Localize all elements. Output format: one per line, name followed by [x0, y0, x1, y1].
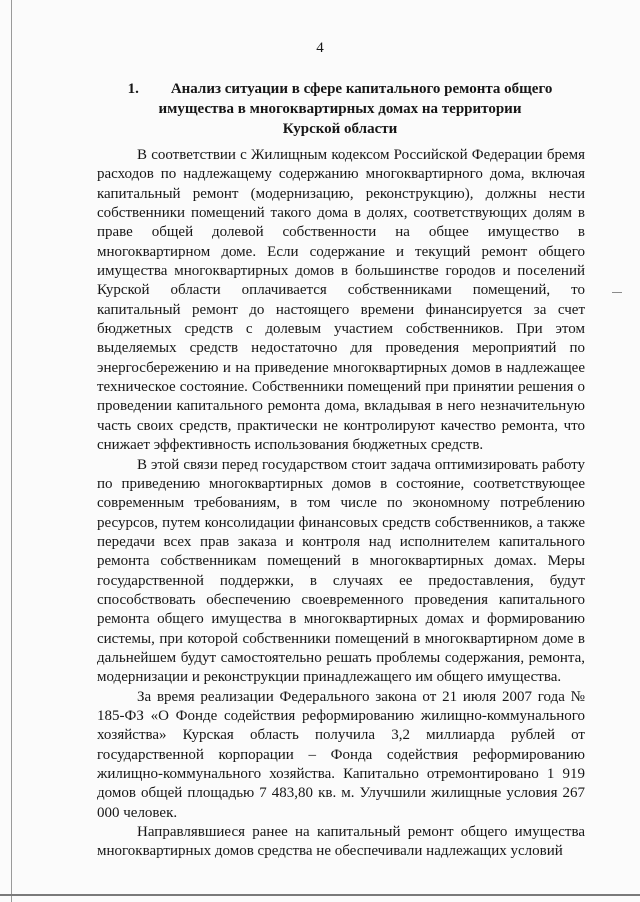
body-text: [97, 146, 585, 862]
paragraph-4: Направлявшиеся ранее на капитальный ремонт общего имущества многоквартирных домов средства не обеспечивали надлежащих условий: [97, 824, 585, 860]
section-heading-line-1: [100, 79, 580, 99]
section-number: 1.: [127, 81, 139, 97]
section-heading: [100, 79, 580, 139]
section-heading-line-3: Курской области: [282, 121, 398, 137]
scan-bottom-edge: [0, 894, 640, 896]
paragraph-1: В соответствии с Жилищным кодексом Российской Федерации бремя расходов по надлежащему содержанию многоквартирного дома, включая капитальный ремонт (модернизацию, реконструкцию), должны нести собственники помещений такого дома в долях, соответствующих долям в праве общей долевой собственности на общее имущество в многоквартирном доме. Если содержание и текущий ремонт общего имущества многоквартирных домов в большинстве городов и поселений Курской области оплачивается собственниками помещений, то капитальный ремонт до настоящего времени финансируется за счет бюджетных средств с долевым участием собственников. При этом выделяемых средств недостаточно для проведения мероприятий по энергосбережению и на приведение многоквартирных домов в надлежащее техническое состояние. Собственники помещений при принятии решения о проведении капитального ремонта дома, вкладывая в него незначительную часть своих средств, практически не контролируют качество ремонта, что снижает эффективность использования бюджетных средств.: [97, 147, 585, 454]
paragraph-2: В этой связи перед государством стоит задача оптимизировать работу по приведению многоквартирных домов в состояние, соответствующее современным требованиям, в том числе по экономному потреблению ресурсов, путем консолидации финансовых средств собственников, а также передачи всех прав заказа и контроля над исполнителем капитального ремонта собственникам помещений в многоквартирных домах. Меры государственной поддержки, в случаях ее предоставления, будут способствовать обеспечению своевременного проведения капитального ремонта общего имущества в многоквартирных домах и формированию системы, при которой собственники помещений в многоквартирном доме в дальнейшем будут самостоятельно решать проблемы содержания, ремонта, модернизации и реконструкции принадлежащего им общего имущества.: [97, 456, 585, 686]
section-heading-text-1: Анализ ситуации в сфере капитального ремонта общего: [170, 81, 553, 97]
margin-mark: [612, 292, 622, 293]
page-number: 4: [316, 40, 324, 56]
paragraph-3: За время реализации Федерального закона от 21 июля 2007 года № 185-ФЗ «О Фонде содействия реформированию жилищно-коммунального хозяйства» Курская область получила 3,2 миллиарда рублей от государственной корпорации – Фонда содействия реформированию жилищно-коммунального хозяйства. Капитально отремонтировано 1 919 домов общей площадью 7 483,80 кв. м. Улучшили жилищные условия 267 000 человек.: [97, 688, 585, 821]
section-heading-line-2: имущества в многоквартирных домах на территории: [158, 101, 522, 117]
scan-left-edge: [11, 0, 12, 902]
